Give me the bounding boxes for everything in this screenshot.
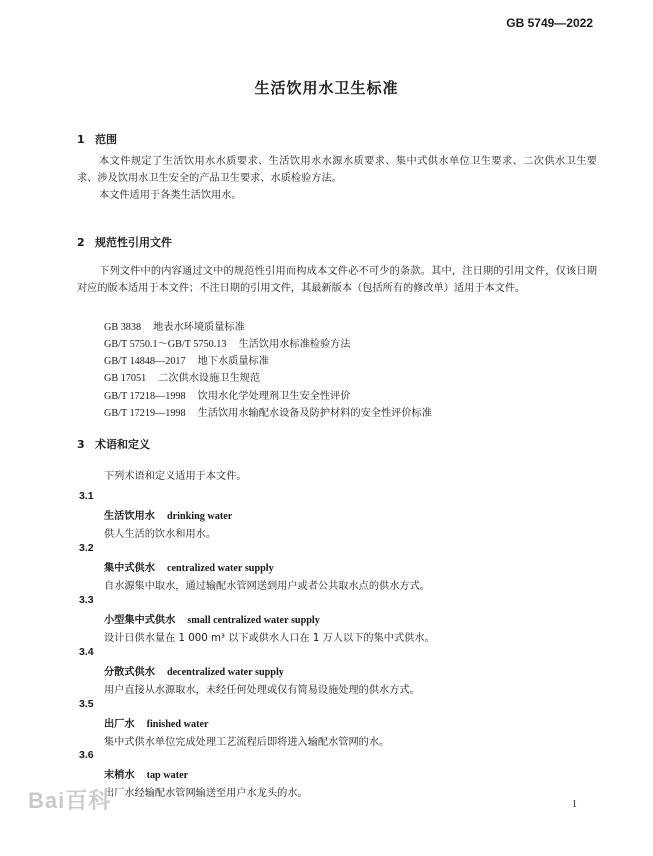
section-title: 术语和定义 (95, 438, 150, 451)
section-title: 范围 (95, 133, 117, 146)
term-entry (104, 559, 274, 574)
term-zh: 集中式供水 (104, 563, 155, 574)
reference-item (104, 318, 245, 333)
reference-title: 二次供水设施卫生规范 (158, 373, 261, 384)
term-definition: 供人生活的饮水和用水。 (104, 529, 217, 540)
term-definition: 出厂水经输配水管网输送至用户水龙头的水。 (104, 788, 308, 799)
clause-number: 3.1 (79, 490, 94, 502)
term-entry (104, 766, 188, 781)
reference-code: GB 3838 (104, 322, 142, 333)
reference-item (104, 387, 350, 402)
term-entry (104, 663, 284, 678)
scope-body (77, 153, 597, 204)
section-number: 3 (77, 438, 85, 451)
reference-title: 生活饮用水输配水设备及防护材料的安全性评价标准 (197, 408, 432, 419)
clause-number: 3.4 (79, 646, 94, 658)
term-en: small centralized water supply (187, 615, 320, 626)
term-en: drinking water (166, 511, 233, 522)
reference-code: GB 17051 (104, 373, 147, 384)
term-zh: 末梢水 (104, 770, 135, 781)
section-heading-scope (77, 131, 117, 147)
term-en: decentralized water supply (166, 667, 284, 678)
references-body (77, 263, 597, 297)
reference-title: 地下水质量标准 (197, 356, 269, 367)
term-entry (104, 507, 232, 522)
clause-number: 3.5 (79, 698, 94, 710)
section-title: 规范性引用文件 (95, 236, 172, 249)
clause-number: 3.6 (79, 749, 94, 761)
page-number: 1 (572, 799, 577, 810)
term-zh: 分散式供水 (104, 667, 155, 678)
document-title: 生活饮用水卫生标准 (254, 79, 399, 97)
reference-title: 地表水环境质量标准 (153, 322, 245, 333)
reference-item (104, 352, 269, 367)
paragraph: 下列文件中的内容通过文中的规范性引用而构成本文件必不可少的条款。其中，注日期的引用文件，仅该日期对应的版本适用于本文件；不注日期的引用文件，其最新版本（包括所有的修改单）适用于本文件。 (77, 266, 597, 294)
baidu-baike-watermark: Bai百科 (28, 788, 112, 813)
term-en: tap water (146, 770, 189, 781)
term-zh: 小型集中式供水 (104, 615, 176, 626)
reference-code: GB/T 17218—1998 (104, 391, 186, 402)
term-definition: 设计日供水量在 1 000 m³ 以下或供水人口在 1 万人以下的集中式供水。 (104, 633, 435, 644)
term-entry (104, 715, 209, 730)
paragraph: 本文件规定了生活饮用水水质要求、生活饮用水水源水质要求、集中式供水单位卫生要求、二次供水卫生要求、涉及饮用水卫生安全的产品卫生要求、水质检验方法。 (77, 156, 597, 184)
term-definition: 自水源集中取水，通过输配水管网送到用户或者公共取水点的供水方式。 (104, 581, 430, 592)
section-heading-normative-references (77, 234, 172, 250)
reference-code: GB/T 17219—1998 (104, 408, 186, 419)
standard-code: GB 5749—2022 (506, 16, 593, 30)
reference-code: GB/T 5750.1～GB/T 5750.13 (104, 339, 227, 350)
reference-item (104, 404, 432, 419)
term-definition: 用户直接从水源取水，未经任何处理或仅有简易设施处理的供水方式。 (104, 685, 420, 696)
terms-intro: 下列术语和定义适用于本文件。 (104, 471, 247, 482)
paragraph: 本文件适用于各类生活饮用水。 (99, 190, 242, 201)
section-number: 2 (77, 236, 85, 249)
reference-item (104, 335, 351, 350)
section-number: 1 (77, 133, 85, 146)
clause-number: 3.2 (79, 542, 94, 554)
term-zh: 出厂水 (104, 719, 135, 730)
term-entry (104, 611, 320, 626)
section-heading-terms-and-definitions (77, 436, 150, 452)
reference-item (104, 369, 260, 384)
reference-title: 生活饮用水标准检验方法 (238, 339, 351, 350)
clause-number: 3.3 (79, 594, 94, 606)
reference-title: 饮用水化学处理剂卫生安全性评价 (197, 391, 351, 402)
term-zh: 生活饮用水 (104, 511, 155, 522)
reference-code: GB/T 14848—2017 (104, 356, 186, 367)
term-en: centralized water supply (166, 563, 274, 574)
term-definition: 集中式供水单位完成处理工艺流程后即将进入输配水管网的水。 (104, 737, 390, 748)
term-en: finished water (146, 719, 209, 730)
